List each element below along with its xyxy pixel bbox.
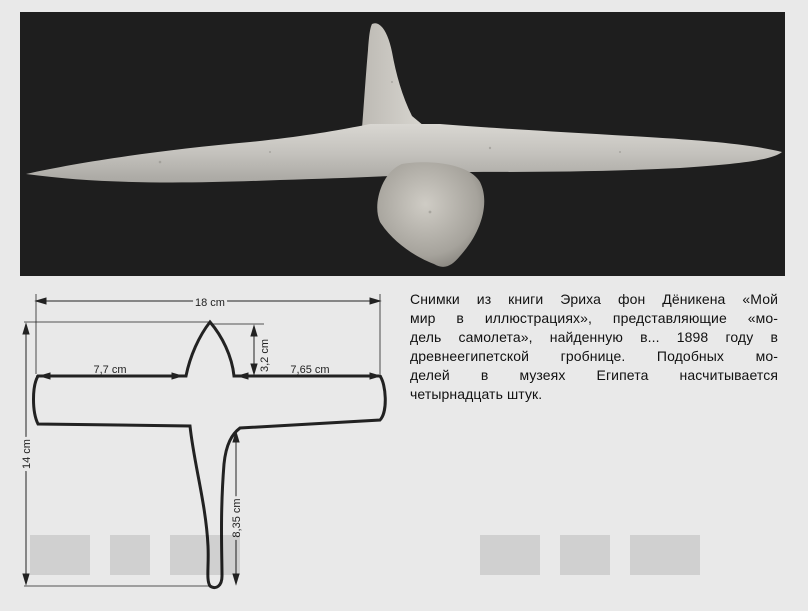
artifact-photo xyxy=(20,12,785,276)
caption-line: четырнадцать штук. xyxy=(410,386,543,402)
caption-line: делей в музеях Египета насчитывается xyxy=(410,367,778,383)
dim-right-wing: 7,65 cm xyxy=(290,364,330,376)
caption-line: Снимки из книги Эриха фон Дёникена «Мой xyxy=(410,291,778,307)
caption xyxy=(410,290,778,404)
dim-tail-length: 8,35 cm xyxy=(231,498,243,538)
technical-drawing xyxy=(14,284,394,604)
technical-drawing-svg xyxy=(14,284,394,604)
dim-head-height: 3,2 cm xyxy=(259,338,271,372)
caption-line: дель самолета», найденную в... 1898 году в xyxy=(410,329,778,345)
artifact-photo-image xyxy=(20,12,785,276)
caption-line: мир в иллюстрациях», представляющие «мо- xyxy=(410,310,778,326)
dim-wingspan: 18 cm xyxy=(195,297,225,309)
model-outline xyxy=(34,322,386,588)
dim-total-length: 14 cm xyxy=(21,439,33,469)
caption-line: древнеегипетской гробнице. Подобных мо- xyxy=(410,348,778,364)
dim-left-wing: 7,7 cm xyxy=(93,364,127,376)
